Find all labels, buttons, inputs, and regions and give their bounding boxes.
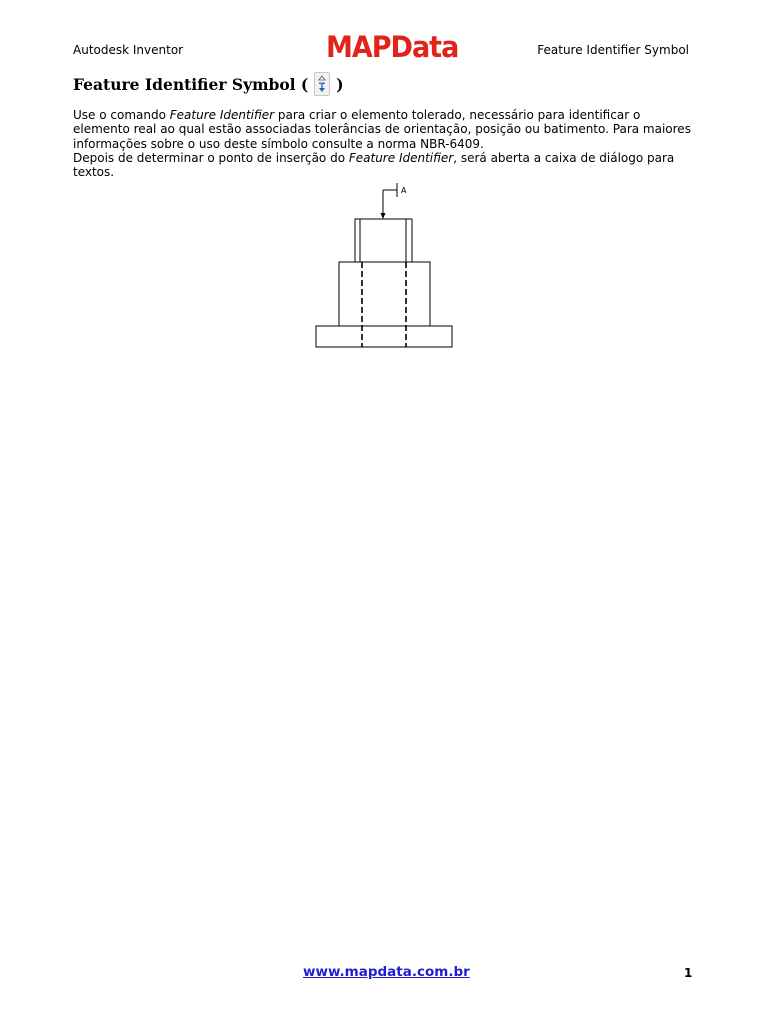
section-title-suffix: ) <box>336 74 344 94</box>
mapdata-logo: MAPData <box>326 30 459 65</box>
command-name: Feature Identifier <box>348 150 454 165</box>
command-name: Feature Identifier <box>169 108 275 122</box>
page-number: 1 <box>684 966 693 980</box>
drawing-datum-triangle <box>381 213 386 219</box>
drawing-datum-label: A <box>401 186 407 195</box>
paragraph-command-end: para criar o elemento tolerado, necessário para identificar o elemento real ao qual estão associadas tolerâncias de orientação, posição ou batimento. Para maiores informações sobre o uso deste símbolo consulte a norma NBR-6409. <box>73 108 691 151</box>
drawing-base-plate <box>316 326 452 347</box>
section-title <box>73 72 344 96</box>
body-text <box>73 108 699 179</box>
feature-identifier-tool-icon <box>314 72 330 96</box>
paragraph-dialog-start: Depois de determinar o ponto de inserção do <box>73 150 349 165</box>
drawing-middle-block <box>339 262 430 326</box>
section-title-prefix: Feature Identifier Symbol ( <box>73 74 309 94</box>
paragraph-command-start: Use o comando <box>73 108 170 122</box>
paragraph-command <box>73 108 699 151</box>
drawing-top-block <box>355 219 412 262</box>
header-left-text: Autodesk Inventor <box>73 43 184 57</box>
footer-website-link[interactable]: www.mapdata.com.br <box>303 964 470 980</box>
header-right-text: Feature Identifier Symbol <box>537 43 689 57</box>
paragraph-dialog <box>73 151 699 180</box>
feature-identifier-drawing <box>313 180 455 350</box>
paragraph-dialog-end: , será aberta a caixa de diálogo para textos. <box>73 150 675 180</box>
